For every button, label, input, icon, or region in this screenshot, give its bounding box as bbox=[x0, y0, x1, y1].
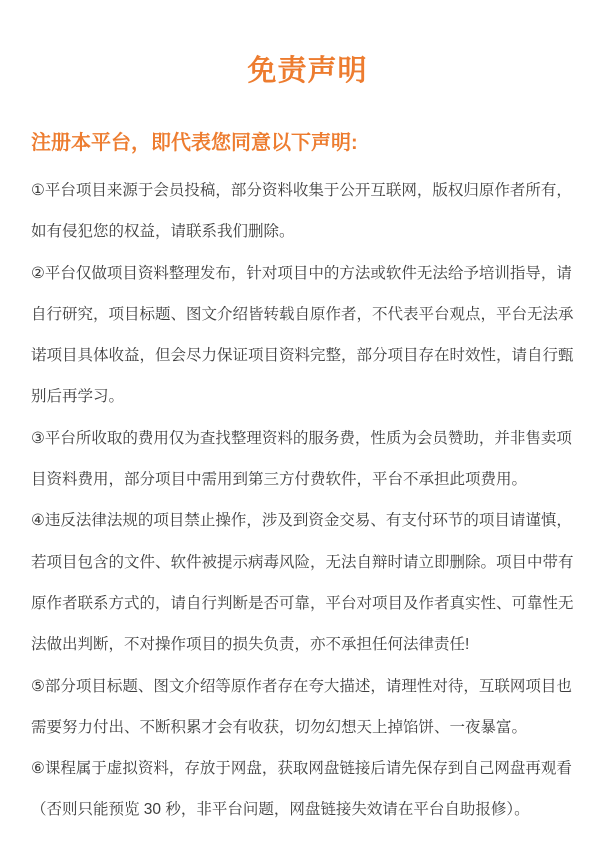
disclaimer-line-p2-l2: 自行研究，项目标题、图文介绍皆转载自原作者，不代表平台观点，平台无法承 bbox=[31, 305, 574, 323]
disclaimer-line-p6-l2: （否则只能预览 30 秒，非平台问题，网盘链接失效请在平台自助报修）。 bbox=[31, 801, 530, 819]
disclaimer-body bbox=[31, 170, 603, 831]
disclaimer-line-p4-l2: 若项目包含的文件、软件被提示病毒风险，无法自辩时请立即删除。项目中带有 bbox=[31, 553, 574, 571]
disclaimer-line-p3-l1: ③平台所收取的费用仅为查找整理资料的服务费，性质为会员赞助，并非售卖项 bbox=[31, 429, 572, 447]
disclaimer-line-p4-l3: 原作者联系方式的，请自行判断是否可靠，平台对项目及作者真实性、可靠性无 bbox=[31, 594, 574, 612]
page-title: 免责声明 bbox=[247, 55, 368, 87]
disclaimer-line-p1-l2: 如有侵犯您的权益，请联系我们删除。 bbox=[31, 223, 295, 241]
disclaimer-line-p5-l1: ⑤部分项目标题、图文介绍等原作者存在夸大描述，请理性对待，互联网项目也 bbox=[31, 677, 572, 695]
disclaimer-line-p3-l2: 目资料费用，部分项目中需用到第三方付费软件，平台不承担此项费用。 bbox=[31, 471, 528, 489]
disclaimer-line-p4-l4: 法做出判断，不对操作项目的损失负责，亦不承担任何法律责任! bbox=[31, 636, 470, 654]
intro-statement: 注册本平台，即代表您同意以下声明: bbox=[31, 132, 358, 154]
disclaimer-line-p6-l1: ⑥课程属于虚拟资料，存放于网盘，获取网盘链接后请先保存到自己网盘再观看 bbox=[31, 760, 572, 778]
disclaimer-line-p2-l1: ②平台仅做项目资料整理发布，针对项目中的方法或软件无法给予培训指导，请 bbox=[31, 264, 572, 282]
disclaimer-line-p1-l1: ①平台项目来源于会员投稿，部分资料收集于公开互联网，版权归原作者所有， bbox=[31, 182, 572, 199]
disclaimer-line-p5-l2: 需要努力付出、不断积累才会有收获，切勿幻想天上掉馅饼、一夜暴富。 bbox=[31, 718, 528, 736]
disclaimer-line-p2-l4: 别后再学习。 bbox=[31, 388, 125, 406]
disclaimer-line-p4-l1: ④违反法律法规的项目禁止操作，涉及到资金交易、有支付环节的项目请谨慎， bbox=[31, 512, 572, 530]
disclaimer-line-p2-l3: 诺项目具体收益，但会尽力保证项目资料完整，部分项目存在时效性，请自行甄 bbox=[31, 347, 574, 365]
